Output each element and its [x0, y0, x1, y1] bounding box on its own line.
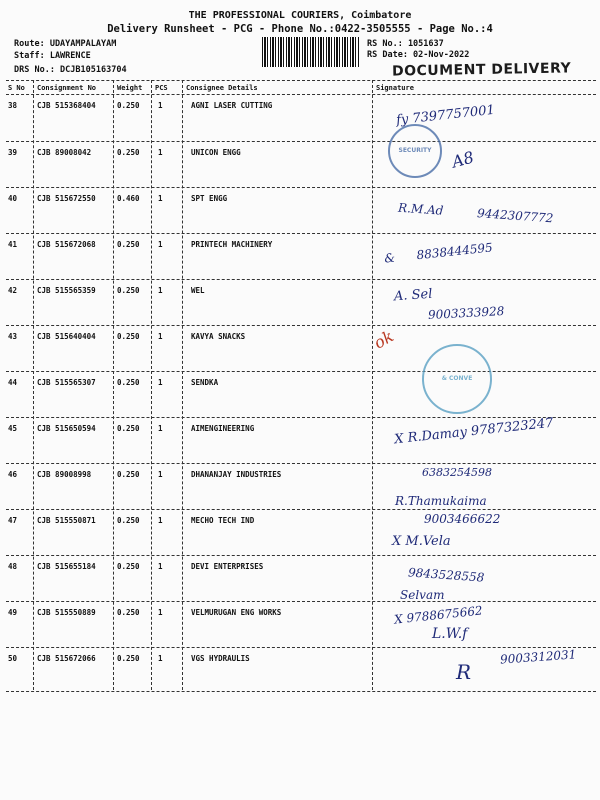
cell-weight: 0.250	[117, 608, 140, 617]
cell-sno: 44	[8, 378, 18, 387]
cell-consignment: CJB 515672068	[37, 240, 96, 249]
table-row	[0, 556, 600, 602]
cell-consignee: SENDKA	[191, 378, 219, 387]
table-row	[0, 602, 600, 648]
table-row	[0, 464, 600, 510]
signature-49-mark: L.W.f	[432, 626, 468, 642]
signature-47: X M.Vela	[392, 534, 451, 549]
cell-pcs: 1	[158, 148, 163, 157]
handwritten-phone: 9843528558	[407, 565, 485, 585]
rs-date: RS Date: 02-Nov-2022	[367, 50, 470, 60]
cell-weight: 0.250	[117, 424, 140, 433]
table-row	[0, 326, 600, 372]
col-signature: Signature	[376, 84, 414, 92]
barcode	[262, 37, 360, 67]
route-label: Route: UDAYAMPALAYAM	[14, 39, 117, 49]
cell-consignment: CJB 515368404	[37, 101, 96, 110]
cell-sno: 46	[8, 470, 18, 479]
table-row	[0, 234, 600, 280]
cell-pcs: 1	[158, 516, 163, 525]
cell-weight: 0.250	[117, 516, 140, 525]
handwritten-phone: 9442307772	[476, 206, 554, 226]
cell-consignment: CJB 515650594	[37, 424, 96, 433]
handwritten-phone: 9787323247	[470, 415, 555, 440]
cell-pcs: 1	[158, 470, 163, 479]
table-row	[0, 142, 600, 188]
cell-pcs: 1	[158, 101, 163, 110]
cell-consignee: AIMENGINEERING	[191, 424, 255, 433]
cell-sno: 50	[8, 654, 18, 663]
cell-pcs: 1	[158, 332, 163, 341]
signature-39: A8	[449, 147, 476, 172]
handwritten-phone: 9003312031	[499, 647, 577, 667]
cell-consignment: CJB 515640404	[37, 332, 96, 341]
col-pcs: PCS	[155, 84, 168, 92]
cell-consignment: CJB 515655184	[37, 562, 96, 571]
cell-sno: 40	[8, 194, 18, 203]
signature-43: ok	[370, 326, 397, 353]
cell-pcs: 1	[158, 608, 163, 617]
cell-sno: 49	[8, 608, 18, 617]
cell-sno: 43	[8, 332, 18, 341]
handwritten-phone: 9788675662	[405, 603, 484, 626]
cell-sno: 39	[8, 148, 18, 157]
signature-38: fy 7397757001	[395, 102, 496, 129]
cell-sno: 42	[8, 286, 18, 295]
cell-consignment: CJB 515565359	[37, 286, 96, 295]
cell-weight: 0.250	[117, 378, 140, 387]
cell-consignee: VELMURUGAN ENG WORKS	[191, 608, 282, 617]
row-divider	[6, 691, 596, 692]
cell-sno: 38	[8, 101, 18, 110]
cell-consignee: SPT ENGG	[191, 194, 228, 203]
signature-40: R.M.Ad 9442307772	[397, 200, 554, 226]
signature-46: R.Thamukaima	[395, 494, 487, 508]
cell-consignment: CJB 515550889	[37, 608, 96, 617]
cell-pcs: 1	[158, 378, 163, 387]
cell-weight: 0.460	[117, 194, 140, 203]
header-rule-top	[6, 80, 596, 81]
signature-41: & 8838444595	[383, 240, 494, 266]
handwritten-phone: 9003466622	[424, 512, 501, 526]
cell-consignee: PRINTECH MACHINERY	[191, 240, 273, 249]
col-consignee: Consignee Details	[186, 84, 258, 92]
cell-pcs: 1	[158, 240, 163, 249]
cell-consignee: DEVI ENTERPRISES	[191, 562, 264, 571]
table-row	[0, 95, 600, 141]
cell-pcs: 1	[158, 654, 163, 663]
rs-number: RS No.: 1051637	[367, 39, 444, 49]
header-title: THE PROFESSIONAL COURIERS, Coimbatore	[188, 10, 412, 21]
col-sno: S No	[8, 84, 25, 92]
table-row	[0, 510, 600, 556]
cell-weight: 0.250	[117, 470, 140, 479]
cell-pcs: 1	[158, 562, 163, 571]
cell-consignee: MECHO TECH IND	[191, 516, 255, 525]
cell-consignee: DHANANJAY INDUSTRIES	[191, 470, 282, 479]
cell-weight: 0.250	[117, 240, 140, 249]
handwritten-phone: 9003333928	[427, 304, 505, 322]
cell-pcs: 1	[158, 194, 163, 203]
cell-pcs: 1	[158, 286, 163, 295]
signature-50: R	[456, 660, 472, 684]
document-delivery-stamp: DOCUMENT DELIVERY	[391, 60, 572, 80]
cell-weight: 0.250	[117, 332, 140, 341]
handwritten-phone: 6383254598	[422, 466, 492, 479]
cell-sno: 45	[8, 424, 18, 433]
col-weight: Weight	[117, 84, 143, 92]
cell-consignment: CJB 515565307	[37, 378, 96, 387]
security-seal-stamp: SECURITY	[388, 124, 442, 178]
cell-consignee: AGNI LASER CUTTING	[191, 101, 273, 110]
col-consignment: Consignment No	[37, 84, 97, 92]
signature-48: Selvam	[400, 588, 445, 602]
cell-weight: 0.250	[117, 101, 140, 110]
cell-weight: 0.250	[117, 562, 140, 571]
cell-sno: 41	[8, 240, 18, 249]
cell-consignment: CJB 515550871	[37, 516, 96, 525]
table-row	[0, 372, 600, 418]
cell-consignment: CJB 515672066	[37, 654, 96, 663]
cell-consignee: VGS HYDRAULIS	[191, 654, 250, 663]
cell-consignee: UNICON ENGG	[191, 148, 241, 157]
table-row	[0, 280, 600, 326]
cell-weight: 0.250	[117, 148, 140, 157]
cell-consignment: CJB 89008042	[37, 148, 92, 157]
cell-sno: 48	[8, 562, 18, 571]
cell-pcs: 1	[158, 424, 163, 433]
cell-weight: 0.250	[117, 654, 140, 663]
staff-label: Staff: LAWRENCE	[14, 51, 91, 61]
cell-weight: 0.250	[117, 286, 140, 295]
handwritten-phone: 7397757001	[411, 102, 496, 127]
cell-consignment: CJB 89008998	[37, 470, 92, 479]
signature-42: A. Sel	[393, 286, 433, 305]
company-seal-stamp: & CONVE	[422, 344, 492, 414]
cell-consignee: WEL	[191, 286, 205, 295]
handwritten-phone: 8838444595	[415, 240, 494, 263]
cell-consignee: KAVYA SNACKS	[191, 332, 246, 341]
signature-45: X R.Damay 9787323247	[393, 415, 555, 448]
cell-consignment: CJB 515672550	[37, 194, 96, 203]
signature-49: X 9788675662	[393, 603, 484, 627]
cell-sno: 47	[8, 516, 18, 525]
drs-number: DRS No.: DCJB105163704	[14, 65, 127, 75]
runsheet-title: Delivery Runsheet - PCG - Phone No.:0422-3505555 - Page No.:4	[107, 23, 493, 35]
